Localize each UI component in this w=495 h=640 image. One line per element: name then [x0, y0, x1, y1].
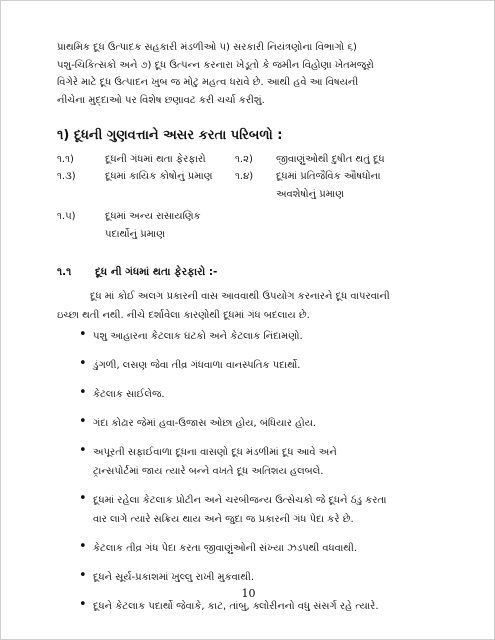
list-item-text: • દૂધમાં રહેલા કેટલાક પ્રોટીન અને ચરબીજન્ય ઉત્સેચકો જે દૂધને ઠંડુ કરતા — [93, 495, 387, 506]
cause-list — [79, 327, 474, 616]
factor-text: દૂધમાં પ્રતિજૈવિક ઔષધોના — [276, 171, 381, 182]
list-item-text: • કેટલાક તીવ્ર ગંધ પેદા કરતા જીવાણુંઓની સંખ્યા ઝડપથી વધવાથી. — [93, 543, 358, 554]
intro-line: નીચેના મુદ્દાઓ પર વિશેષ છણાવટ કરી ચર્ચા કરીશું. — [57, 94, 265, 106]
list-item-text: • ડુંગળી, લસણ જેવા તીવ્ર ગંધવાળા વાનસ્પતિક પદાર્થો. — [93, 360, 301, 371]
intro-line: પશુ-ચિકિત્સકો અને ૭) દૂધ ઉત્પન્ન કરનારા ખેડૂતો કે જમીન વિહોણા ખેતમજૂરો — [57, 59, 374, 71]
intro-line: વિગેરે માટે દૂધ ઉત્પાદન ખુબ જ મોટુ મહત્વ ધરાવે છે. આથી હવે આ વિષયની — [57, 77, 359, 88]
factor-number: ૧.૫) — [57, 211, 76, 222]
list-item-text: ટ્રાન્સપોર્ટમાં જાય ત્યારે બન્ને વખતે દૂધ અતિશય હલબલે. — [93, 466, 324, 477]
list-item — [79, 414, 474, 433]
subsection-paragraph — [57, 287, 467, 325]
list-item-text: • કેટલાક સાઈલેજ. — [93, 389, 165, 400]
factor-number: ૧.૧) — [57, 154, 74, 165]
factor-text: પદાર્થોનું પ્રમાણ — [105, 229, 165, 240]
list-item — [79, 356, 474, 375]
paragraph-line: દૂધ માં કોઈ અલગ પ્રકારની વાસ આવવાથી ઉપયોગ કરનારને દૂધ વાપરવાની — [90, 291, 390, 302]
factor-number: ૧.૩) — [57, 171, 76, 182]
subsection-title: દૂધ ની ગંધમાં થતા ફેરફારો :- — [95, 266, 218, 278]
intro-paragraph — [57, 39, 467, 109]
factor-text: જીવાણુંઓથી દુષીત થતું દૂધ — [276, 154, 385, 165]
subsection-number: ૧.૧ — [57, 266, 72, 278]
list-item-text: • પશુ આહારના કેટલાક ઘટકો અને કેટલાક નિંદામણો. — [93, 331, 303, 342]
subsection-heading — [57, 266, 217, 279]
factor-text: અવશેષોનું પ્રમાણ — [276, 189, 344, 200]
intro-line: પ્રાથમિક દૂધ ઉત્પાદક સહકારી મંડળીઓ ૫) સરકારી નિયંત્રણોના વિભાગો ૬) — [57, 42, 357, 53]
list-item-text: • અપૂરતી સફાઈવાળા દૂધના વાસણો દૂધ મંડળીમાં દૂધ આવે અને — [93, 447, 337, 458]
list-item — [79, 539, 474, 558]
list-item — [79, 491, 474, 529]
paragraph-line: ઇચ્છા થતી નથી. નીચે દર્શાવેલા કારણોથી દૂધમાં ગંધ બદલાય છે. — [57, 310, 310, 321]
list-item-text: • દૂધને કેટલાક પદાર્થો જેવાકે, કાટ, તાંબુ, ક્લોરીનનો વધુ સંસર્ગ રહે ત્યારે. — [93, 601, 379, 612]
list-item — [79, 568, 474, 587]
factor-number: ૧.૨) — [235, 154, 253, 165]
list-item — [79, 327, 474, 346]
list-item-text: વાર લાગે ત્યારે સક્રિય થાય અને જુદા જ પ્રકારની ગંધ પેદા કરે છે. — [93, 514, 354, 525]
factor-text: દૂધમાં અન્ય રાસાયણિક — [105, 211, 201, 222]
list-item-text: • ગંદા કોઢાર જેમાં હવા-ઉજાસ ઓછા હોય, બંધિયાર હોય. — [93, 418, 317, 429]
page-number: 10 — [241, 587, 256, 600]
list-item-text: • દૂધને સૂર્ય-પ્રકાશમાં ખુલ્લુ રાખી મુકવાથી. — [93, 572, 255, 583]
factor-text: દૂધની ગંધમાં થતા ફેરફારો — [105, 154, 206, 165]
factor-number: ૧.૪) — [235, 171, 254, 182]
list-item — [79, 443, 474, 481]
factor-text: દૂધમાં કાયિક કોષોનું પ્રમાણ — [105, 171, 213, 182]
list-item — [79, 385, 474, 404]
section-heading: ૧) દૂધની ગુણવત્તાને અસર કરતા પરિબળો : — [57, 128, 283, 143]
